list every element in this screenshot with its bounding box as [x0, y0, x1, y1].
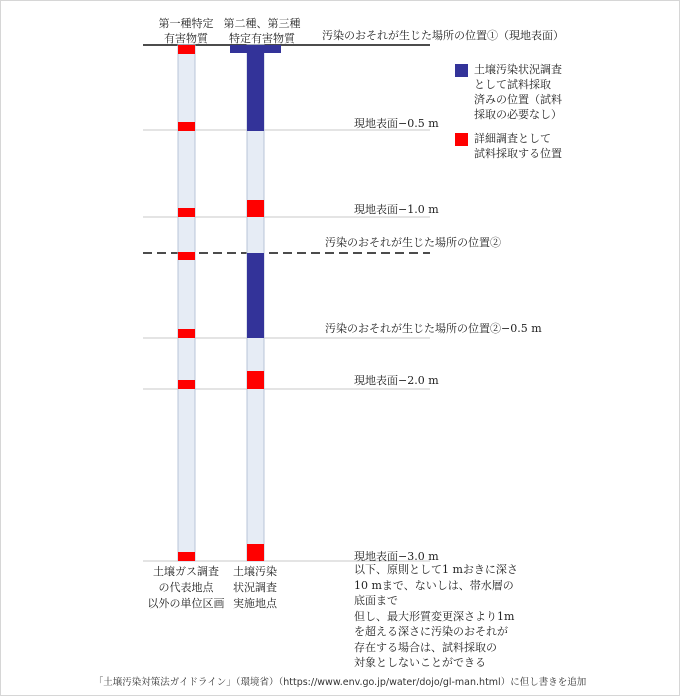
legend-red-label: 詳細調査として 試料採取する位置	[474, 132, 562, 160]
source-caption: 「土壌汚染対策法ガイドライン」（環境省）（https://www.env.go.jp/water/dojo/gl-man.html）に但し書きを追加	[93, 677, 587, 688]
sampling-note: 以下、原則として1 mおきに深さ 10 mまで、ないしは、帯水層の 底面まで 但し、最大形質変更深さより1m を超える深さに汚染のおそれが 存在する場合は、試料採取の 対象としないことができる	[354, 563, 518, 669]
label-surface: 汚染のおそれが生じた場所の位置①（現地表面）	[322, 29, 564, 42]
col2-header: 第二種、第三種 特定有害物質	[223, 17, 301, 45]
col1-footer: 土壌ガス調査 の代表地点 以外の単位区画	[147, 565, 225, 610]
legend-blue-swatch	[455, 64, 468, 77]
sample-red-col1-pos2-0-5m	[178, 329, 195, 338]
col2-footer: 土壌汚染 状況調査 実施地点	[233, 565, 277, 610]
sample-red-col1-0-5m	[178, 122, 195, 131]
sample-red-col1-surface	[178, 45, 195, 54]
legend-red-swatch	[455, 133, 468, 146]
sample-blue-col2-lower	[247, 253, 264, 338]
legend-blue-label: 土壌汚染状況調査 として試料採取 済みの位置（試料 採取の必要なし）	[474, 63, 562, 121]
sample-red-col1-pos2	[178, 252, 195, 260]
sample-red-col2-1-0m	[247, 200, 264, 217]
label-1-0m: 現地表面−1.0 m	[354, 203, 439, 216]
sample-red-col1-2-0m	[178, 380, 195, 389]
label-pos2-0-5m: 汚染のおそれが生じた場所の位置②−0.5 m	[325, 322, 542, 335]
sample-red-col1-3-0m	[178, 552, 195, 561]
col1-header: 第一種特定 有害物質	[158, 17, 214, 45]
sample-red-col2-2-0m	[247, 371, 264, 389]
sample-red-col1-1-0m	[178, 208, 195, 217]
label-0-5m: 現地表面−0.5 m	[354, 117, 439, 130]
sample-red-col2-3-0m	[247, 544, 264, 561]
sample-blue-col2-upper	[247, 45, 264, 131]
label-pos2: 汚染のおそれが生じた場所の位置②	[325, 236, 501, 249]
label-2-0m: 現地表面−2.0 m	[354, 374, 439, 387]
label-3-0m: 現地表面−3.0 m	[354, 550, 439, 563]
